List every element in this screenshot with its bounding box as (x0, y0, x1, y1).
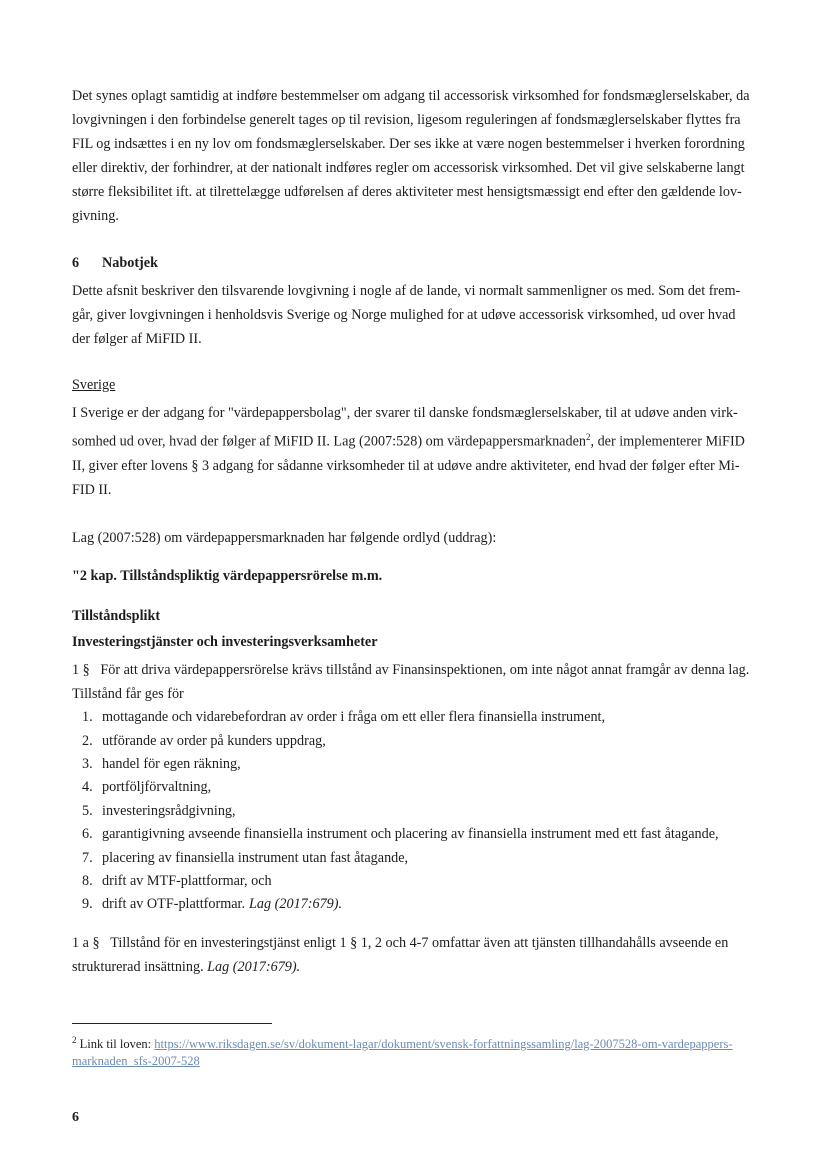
footnote-link[interactable]: https://www.riksdagen.se/sv/dokument-lagar/dokument/svensk-forfattningssamling/lag-2007528-om-vardepappers-marknaden_sfs-2007-528 (72, 1037, 733, 1069)
list-item: 9. drift av OTF-plattformar. Lag (2017:679). (82, 896, 343, 913)
footnote-rule (72, 1023, 272, 1024)
intro-paragraph: Det synes oplagt samtidig at indføre bestemmelser om adgang til accessorisk virksomhed for fondsmæglerselskaber, da lovgivningen i den forbindelse generelt tages op til revision, ligesom reguleringen af fondsmæglerselskaber flyttes fra FIL og indsættes i en ny lov om fondsmæglerselskaber. Der ses ikke at være nogen bestemmelser i hverken forordning eller direktiv, der forhindrer, at der nationalt indføres regler om accessorisk virksomhed. Det vil give selskaberne langt større fleksibilitet ift. at tilrettelægge udførelsen af deres aktiviteter mest hensigtsmæssigt end efter den gældende lov-givning. (72, 88, 750, 225)
quote-chapter: "2 kap. Tillståndspliktig värdepappersrörelse m.m. (72, 568, 383, 585)
list-item: 5. investeringsrådgivning, (82, 802, 236, 819)
page-body (72, 84, 752, 979)
page-number: 6 (72, 1110, 79, 1125)
list-item: 4. portföljförvaltning, (82, 779, 212, 796)
footnote: $^2$ Link til loven: https://www.riksdagen.se/sv/dokument-lagar/dokument/svensk-forfattningssamling/lag-2007528-om-vardepappers-marknaden_sfs-2007-528 (72, 1035, 733, 1069)
quote-subheading-1: Tillståndsplikt (72, 608, 161, 625)
footnote-ref: 2 (585, 431, 591, 442)
quote-paragraph-2: 1 a § Tillstånd för en investeringstjänst enligt 1 § 1, 2 och 4-7 omfattar även att tjänsten tillhandahålls avseende en strukturerad insättning. Lag (2017:679). (72, 934, 729, 975)
list-item: 1. mottagande och vidarebefordran av order i fråga om ett eller flera finansiella instrument, (82, 709, 606, 726)
section-heading (72, 251, 752, 275)
list-item: 3. handel för egen räkning, (82, 756, 241, 773)
section-number: 6 (72, 254, 80, 271)
list-item: 6. garantigivning avseende finansiella instrument och placering av finansiella instrument med ett fast åtagande, (82, 826, 719, 843)
list-item: 8. drift av MTF-plattformar, och (82, 873, 272, 890)
section-paragraph: Dette afsnit beskriver den tilsvarende lovgivning i nogle af de lande, vi normalt sammenligner os med. Som det frem-går, giver lovgivningen i henholdsvis Sverige og Norge mulighed for at udøve accessorisk virksomhed, ud over hvad der følger af MiFID II. (72, 282, 741, 347)
section-title: Nabotjek (102, 254, 158, 271)
quote-subheading-2: Investeringstjänster och investeringsverksamheter (72, 634, 378, 651)
quote-paragraph-1: 1 § För att driva värdepappersrörelse krävs tillstånd av Finansinspektionen, om inte något annat framgår av denna lag. Tillstånd får ges för (72, 662, 750, 703)
sverige-paragraph: I Sverige er der adgang for "värdepappersbolag", der svarer til danske fondsmæglerselskaber, til at udøve anden virk-somhed ud over, hvad der følger af MiFID II. Lag (2007:528) om värdepappersmarknaden$^2$, der implementerer MiFID II, giver efter lovens § 3 adgang for sådanne virksomheder til at udøve andre aktiviteter, end hvad der følger efter Mi-FID II. (72, 404, 745, 498)
list-item: 2. utförande av order på kunders uppdrag, (82, 732, 326, 749)
sverige-heading: Sverige (72, 376, 116, 393)
quote-list (72, 706, 752, 917)
sverige-intro-quote: Lag (2007:528) om värdepappersmarknaden har følgende ordlyd (uddrag): (72, 529, 497, 546)
list-item: 7. placering av finansiella instrument utan fast åtagande, (82, 849, 409, 866)
